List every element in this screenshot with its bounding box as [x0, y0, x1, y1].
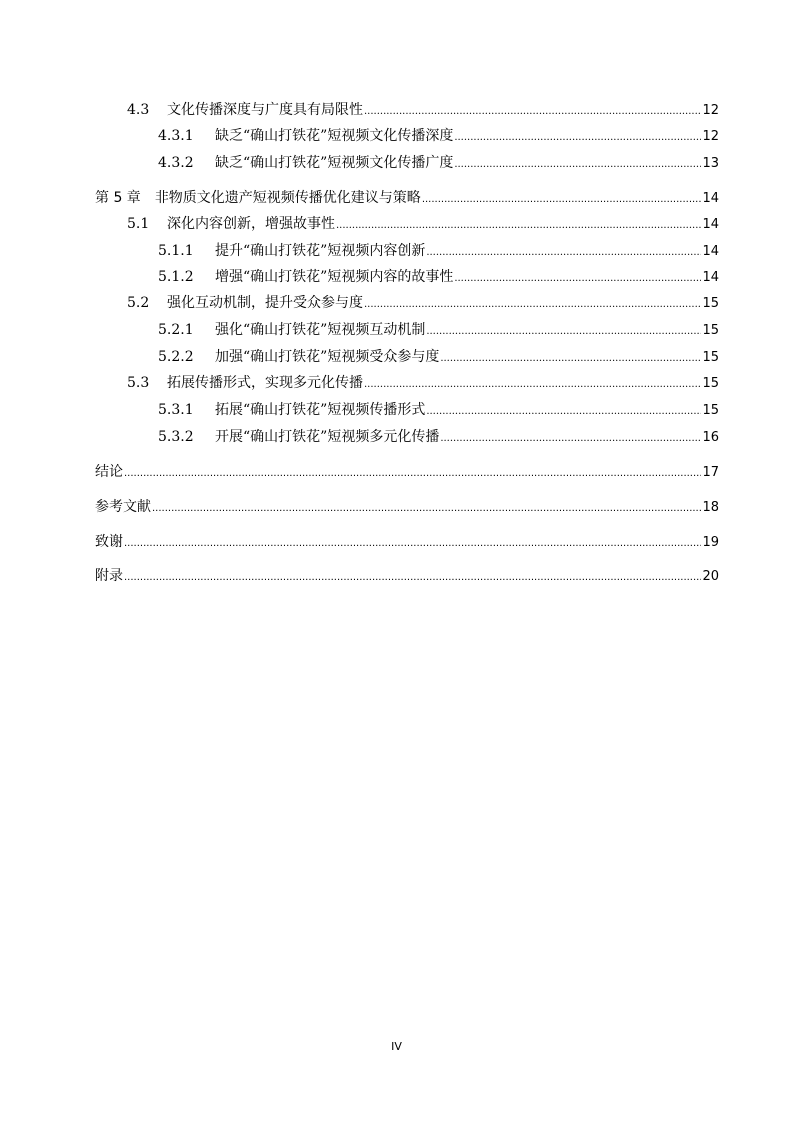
toc-leader-dots: [124, 532, 701, 554]
toc-entry[interactable]: [158, 126, 719, 146]
toc-entry-page: 12: [702, 103, 719, 118]
toc-entry-title: 致谢: [95, 534, 123, 550]
toc-entry[interactable]: [158, 320, 719, 340]
toc-entry[interactable]: [158, 347, 719, 367]
toc-entry-page: 16: [702, 430, 719, 445]
toc-entry[interactable]: [127, 293, 719, 313]
toc-entry[interactable]: [95, 566, 719, 586]
toc-leader-dots: [426, 320, 701, 342]
toc-entry-number: 4.3.1: [158, 128, 194, 144]
toc-entry[interactable]: [127, 100, 719, 120]
toc-entry-title: 非物质文化遗产短视频传播优化建议与策略: [154, 190, 421, 206]
toc-entry-page: 15: [702, 350, 719, 365]
toc-entry[interactable]: [158, 427, 719, 447]
toc-leader-dots: [152, 497, 701, 519]
toc-entry[interactable]: [127, 373, 719, 393]
toc-entry[interactable]: [158, 153, 719, 173]
toc-leader-dots: [124, 566, 701, 588]
toc-entry[interactable]: [158, 241, 719, 261]
toc-entry-number: 5.1.2: [158, 269, 194, 285]
toc-entry-number: 第 5 章: [95, 190, 141, 206]
toc-entry-page: 19: [702, 535, 719, 550]
toc-entry-page: 15: [702, 323, 719, 338]
page-number-footer: IV: [391, 1040, 402, 1053]
toc-entry-page: 14: [702, 270, 719, 285]
toc-entry-title: 深化内容创新，增强故事性: [167, 216, 335, 232]
toc-leader-dots: [426, 400, 701, 422]
toc-leader-dots: [440, 427, 701, 449]
toc-entry-number: 5.3: [127, 375, 150, 391]
toc-leader-dots: [422, 188, 702, 210]
toc-leader-dots: [364, 293, 701, 315]
toc-entry-title: 强化互动机制，提升受众参与度: [167, 295, 363, 311]
toc-entry-page: 12: [702, 129, 719, 144]
toc-entry-title: 加强“确山打铁花”短视频受众参与度: [215, 349, 440, 365]
toc-entry-title: 增强“确山打铁花”短视频内容的故事性: [215, 269, 454, 285]
toc-entry-number: 5.3.1: [158, 402, 194, 418]
toc-entry-number: 4.3: [127, 102, 150, 118]
toc-leader-dots: [440, 347, 701, 369]
toc-leader-dots: [426, 241, 701, 263]
toc-entry-page: 14: [702, 191, 719, 206]
toc-leader-dots: [364, 100, 701, 122]
toc-entry-title: 参考文献: [95, 499, 151, 515]
toc-entry-number: 5.2.2: [158, 349, 194, 365]
toc-entry-page: 13: [702, 156, 719, 171]
toc-entry-page: 14: [702, 244, 719, 259]
toc-leader-dots: [454, 267, 701, 289]
toc-entry-title: 结论: [95, 464, 123, 480]
toc-entry-number: 4.3.2: [158, 155, 194, 171]
toc-entry-page: 15: [702, 376, 719, 391]
toc-leader-dots: [364, 373, 701, 395]
toc-entry-title: 缺乏“确山打铁花”短视频文化传播广度: [215, 155, 454, 171]
toc-entry-title: 缺乏“确山打铁花”短视频文化传播深度: [215, 128, 454, 144]
toc-entry-title: 强化“确山打铁花”短视频互动机制: [215, 322, 426, 338]
toc-entry-page: 15: [702, 403, 719, 418]
toc-entry[interactable]: [95, 188, 719, 208]
toc-leader-dots: [124, 462, 701, 484]
toc-entry-title: 提升“确山打铁花”短视频内容创新: [215, 243, 426, 259]
toc-entry[interactable]: [95, 532, 719, 552]
toc-entry[interactable]: [95, 462, 719, 482]
toc-entry[interactable]: [95, 497, 719, 517]
toc-entry-page: 17: [702, 465, 719, 480]
toc-entry-number: 5.2.1: [158, 322, 194, 338]
toc-entry-number: 5.1.1: [158, 243, 194, 259]
toc-entry[interactable]: [158, 267, 719, 287]
toc-leader-dots: [454, 126, 701, 148]
toc-entry-page: 14: [702, 217, 719, 232]
toc-entry-number: 5.3.2: [158, 429, 194, 445]
toc-entry-page: 15: [702, 296, 719, 311]
toc-entry-page: 20: [702, 569, 719, 584]
toc-entry-title: 开展“确山打铁花”短视频多元化传播: [215, 429, 440, 445]
toc-entry-number: 5.2: [127, 295, 150, 311]
toc-entry-title: 附录: [95, 568, 123, 584]
toc-entry-number: 5.1: [127, 216, 150, 232]
toc-entry-title: 拓展传播形式，实现多元化传播: [167, 375, 363, 391]
toc-leader-dots: [454, 153, 701, 175]
toc-entry-title: 拓展“确山打铁花”短视频传播形式: [215, 402, 426, 418]
toc-entry[interactable]: [127, 214, 719, 234]
toc-entry-title: 文化传播深度与广度具有局限性: [167, 102, 363, 118]
toc-entry-page: 18: [702, 500, 719, 515]
toc-leader-dots: [336, 214, 701, 236]
toc-entry[interactable]: [158, 400, 719, 420]
